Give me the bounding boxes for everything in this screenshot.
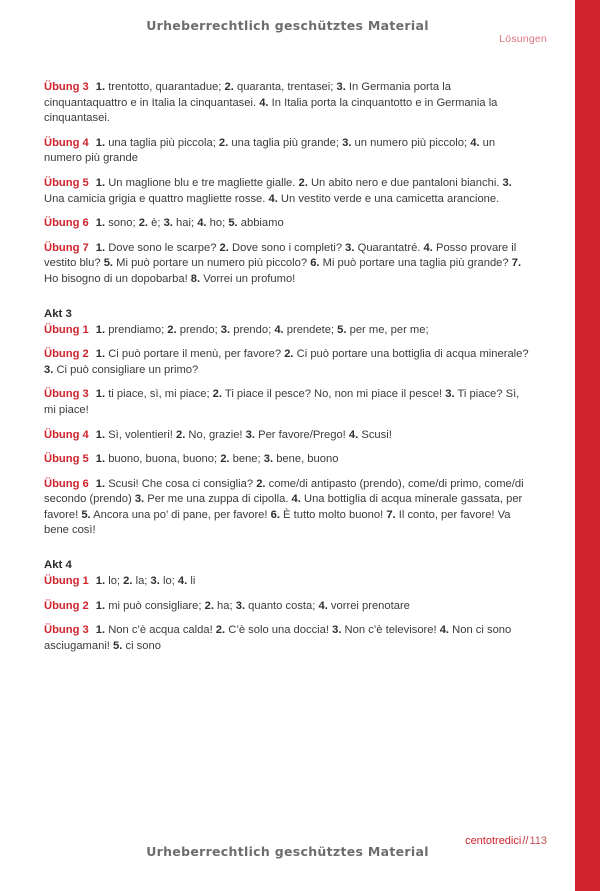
exercise-label: Übung 5 bbox=[44, 176, 89, 189]
answer-item-number: 3. bbox=[44, 363, 54, 376]
answer-item-number: 2. bbox=[204, 599, 214, 612]
answer-item-number: 2. bbox=[175, 428, 186, 441]
answer-item-number: 1. bbox=[95, 575, 106, 588]
answer-item-number: 4. bbox=[439, 624, 450, 637]
copyright-watermark-top: Urheberrechtlich geschütztes Material bbox=[146, 18, 429, 33]
answer-item-number: 4. bbox=[259, 96, 269, 109]
exercise-answer: 1. lo; 2. la; 3. lo; 4. li bbox=[95, 575, 196, 588]
folio-number: 113 bbox=[529, 835, 547, 847]
exercise-answer: 1. Ci può portare il menù, per favore? 2. Ci può portare una bottiglia di acqua minerale? 3. Ci può consigliare un primo? bbox=[44, 348, 529, 376]
page-edge-accent-bar bbox=[575, 0, 600, 891]
answer-item-number: 4. bbox=[197, 217, 207, 230]
answer-item-number: 1. bbox=[95, 599, 106, 612]
answer-item-number: 2. bbox=[167, 323, 177, 336]
answer-item-number: 3. bbox=[345, 241, 355, 254]
answer-item-number: 3. bbox=[235, 599, 246, 612]
answer-item-number: 3. bbox=[263, 453, 274, 466]
exercise-label: Übung 4 bbox=[44, 136, 89, 149]
answer-item-number: 1. bbox=[95, 241, 106, 254]
answer-item-number: 4. bbox=[291, 493, 301, 506]
exercise-answer: 1. ti piace, sì, mi piace; 2. Ti piace il pesce? No, non mi piace il pesce! 3. Ti piace? Sì, mi piace! bbox=[44, 388, 520, 416]
answer-item-number: 3. bbox=[134, 493, 145, 506]
exercise-label: Übung 2 bbox=[44, 348, 89, 361]
answer-item-number: 2. bbox=[220, 453, 230, 466]
answer-item-number: 3. bbox=[336, 81, 346, 93]
exercise-entry bbox=[44, 452, 530, 468]
exercise-answer: 1. sono; 2. è; 3. hai; 4. ho; 5. abbiamo bbox=[95, 217, 284, 230]
answer-item-number: 2. bbox=[212, 388, 223, 401]
answer-item-number: 1. bbox=[95, 428, 106, 441]
answer-item-number: 3. bbox=[220, 323, 231, 336]
section-label-loesungen: Lösungen bbox=[499, 33, 547, 45]
answer-item-number: 1. bbox=[95, 217, 106, 230]
answer-item-number: 5. bbox=[113, 639, 123, 652]
answer-item-number: 5. bbox=[228, 217, 238, 230]
exercise-answer: 1. prendiamo; 2. prendo; 3. prendo; 4. prendete; 5. per me, per me; bbox=[95, 323, 429, 336]
answer-item-number: 3. bbox=[502, 176, 512, 189]
exercise-entry bbox=[44, 347, 530, 378]
exercise-answer: 1. Dove sono le scarpe? 2. Dove sono i completi? 3. Quarantatré. 4. Posso provare il vestito blu? 5. Mi può portare un numero più piccolo? 6. Mi può portare una taglia più grande? 7. Ho bisogno di un dopobarba! 8. Vorrei un profumo! bbox=[44, 241, 522, 285]
exercise-entry bbox=[44, 428, 530, 444]
answer-item-number: 4. bbox=[348, 428, 359, 441]
exercise-entry bbox=[44, 623, 530, 654]
answer-item-number: 4. bbox=[423, 241, 433, 254]
exercise-answer: 1. buono, buona, buono; 2. bene; 3. bene, buono bbox=[95, 453, 339, 466]
exercise-entry bbox=[44, 599, 530, 615]
exercise-answer: 1. trentotto, quarantadue; 2. quaranta, trentasei; 3. In Germania porta la cinquantaquattro e in Italia la cinquantasei. 4. In Italia porta la cinquantotto e in Germania la cinquantasei. bbox=[44, 81, 498, 125]
answer-item-number: 4. bbox=[274, 323, 284, 336]
answer-item-number: 2. bbox=[224, 81, 234, 93]
answer-item-number: 6. bbox=[310, 257, 320, 270]
exercise-label: Übung 1 bbox=[44, 323, 89, 336]
exercise-entry bbox=[44, 387, 530, 418]
answer-item-number: 3. bbox=[163, 217, 173, 230]
answer-item-number: 1. bbox=[95, 453, 106, 466]
answer-item-number: 1. bbox=[95, 388, 106, 401]
solutions-content bbox=[44, 80, 530, 654]
exercise-label: Übung 3 bbox=[44, 388, 89, 401]
answer-item-number: 1. bbox=[95, 176, 106, 189]
akt-heading: Akt 3 bbox=[44, 307, 72, 320]
exercise-label: Übung 3 bbox=[44, 624, 89, 637]
answer-item-number: 5. bbox=[337, 323, 347, 336]
page-header bbox=[0, 18, 575, 50]
answer-item-number: 4. bbox=[268, 192, 278, 205]
answer-item-number: 2. bbox=[219, 241, 229, 254]
answer-item-number: 3. bbox=[150, 575, 160, 588]
answer-item-number: 3. bbox=[342, 136, 352, 149]
exercise-entry bbox=[44, 323, 530, 339]
answer-item-number: 6. bbox=[270, 508, 280, 521]
exercise-entry bbox=[44, 136, 530, 167]
exercise-entry bbox=[44, 176, 530, 207]
exercise-answer: 1. Un maglione blu e tre magliette gialle. 2. Un abito nero e due pantaloni bianchi. 3. Una camicia grigia e quattro magliette rosse. 4. Un vestito verde e una camicetta arancione. bbox=[44, 176, 512, 205]
exercise-entry bbox=[44, 80, 530, 127]
exercise-label: Übung 6 bbox=[44, 217, 89, 230]
answer-item-number: 8. bbox=[190, 272, 201, 285]
answer-item-number: 1. bbox=[95, 348, 106, 361]
page-folio bbox=[465, 835, 547, 847]
answer-item-number: 2. bbox=[218, 136, 229, 149]
exercise-answer: 1. una taglia più piccola; 2. una taglia più grande; 3. un numero più piccolo; 4. un numero più grande bbox=[44, 136, 496, 165]
exercise-entry bbox=[44, 216, 530, 232]
exercise-label: Übung 2 bbox=[44, 599, 89, 612]
akt-heading: Akt 4 bbox=[44, 559, 72, 572]
answer-item-number: 3. bbox=[445, 388, 455, 401]
answer-item-number: 2. bbox=[215, 624, 226, 637]
answer-item-number: 2. bbox=[138, 217, 149, 230]
answer-item-number: 2. bbox=[284, 348, 294, 361]
exercise-label: Übung 6 bbox=[44, 477, 89, 490]
exercise-answer: 1. Sì, volentieri! 2. No, grazie! 3. Per favore/Prego! 4. Scusi! bbox=[95, 428, 392, 441]
answer-item-number: 4. bbox=[470, 136, 480, 149]
folio-word: centotredici bbox=[465, 835, 522, 847]
exercise-answer: 1. Non c’è acqua calda! 2. C’è solo una doccia! 3. Non c’è televisore! 4. Non ci sono asciugamani! 5. ci sono bbox=[44, 624, 512, 652]
answer-item-number: 3. bbox=[332, 624, 342, 637]
answer-item-number: 7. bbox=[386, 508, 396, 521]
exercise-answer: 1. mi può consigliare; 2. ha; 3. quanto costa; 4. vorrei prenotare bbox=[95, 599, 410, 612]
answer-item-number: 2. bbox=[256, 477, 266, 490]
answer-item-number: 5. bbox=[103, 257, 114, 270]
answer-item-number: 4. bbox=[318, 599, 328, 612]
answer-item-number: 2. bbox=[298, 176, 308, 189]
answer-item-number: 3. bbox=[245, 428, 255, 441]
answer-item-number: 1. bbox=[95, 624, 106, 637]
folio-separator: // bbox=[522, 835, 529, 847]
answer-item-number: 5. bbox=[81, 508, 91, 521]
answer-item-number: 1. bbox=[95, 136, 106, 149]
answer-item-number: 4. bbox=[177, 575, 188, 588]
answer-item-number: 1. bbox=[95, 81, 106, 93]
exercise-label: Übung 3 bbox=[44, 81, 89, 93]
exercise-entry bbox=[44, 477, 530, 539]
exercise-label: Übung 1 bbox=[44, 575, 89, 588]
copyright-watermark-bottom: Urheberrechtlich geschütztes Material bbox=[146, 844, 429, 859]
answer-item-number: 2. bbox=[123, 575, 133, 588]
page-footer bbox=[0, 821, 575, 861]
exercise-label: Übung 7 bbox=[44, 241, 89, 254]
exercise-label: Übung 4 bbox=[44, 428, 89, 441]
exercise-entry bbox=[44, 241, 530, 288]
exercise-entry bbox=[44, 574, 530, 590]
exercise-answer: 1. Scusi! Che cosa ci consiglia? 2. come/di antipasto (prendo), come/di primo, come/di secondo (prendo) 3. Per me una zuppa di cipolla. 4. Una bottiglia di acqua minerale gassata, per favore! 5. Ancora una po’ di pane, per favore! 6. È tutto molto buono! 7. Il conto, per favore! Va bene così! bbox=[44, 477, 524, 537]
exercise-label: Übung 5 bbox=[44, 453, 89, 466]
answer-item-number: 1. bbox=[95, 477, 106, 490]
answer-item-number: 1. bbox=[95, 323, 106, 336]
answer-item-number: 7. bbox=[511, 257, 522, 270]
